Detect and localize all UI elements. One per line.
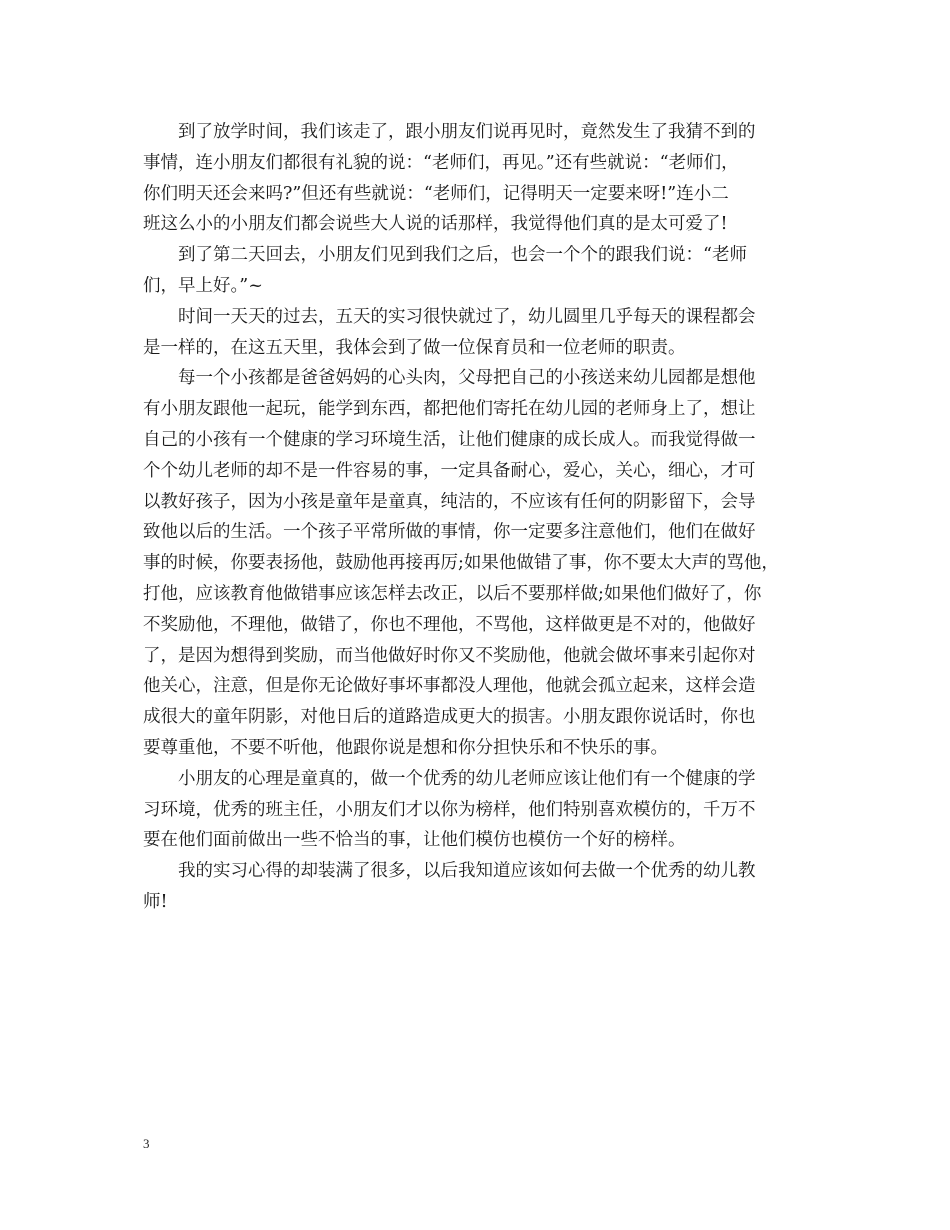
text-line: 个个幼儿老师的却不是一件容易的事，一定具备耐心，爱心，关心，细心，才可	[143, 460, 756, 481]
text-line: 他关心，注意，但是你无论做好事坏事都没人理他，他就会孤立起来，这样会造	[143, 676, 756, 697]
page-number: 3	[143, 1136, 150, 1151]
text-line: 是一样的，在这五天里，我体会到了做一位保育员和一位老师的职责。	[143, 337, 686, 358]
paragraph	[143, 764, 815, 856]
text-line: 到了放学时间，我们该走了，跟小朋友们说再见时，竟然发生了我猜不到的	[178, 122, 756, 142]
text-line: 致他以后的生活。一个孩子平常所做的事情，你一定要多注意他们，他们在做好	[143, 522, 756, 543]
text-line: 师!	[143, 891, 168, 912]
text-line: 要在他们面前做出一些不恰当的事，让他们模仿也模仿一个好的榜样。	[143, 830, 686, 851]
document-body	[143, 117, 815, 918]
text-line: 们，早上好。”~	[143, 275, 263, 296]
text-line: 成很大的童年阴影，对他日后的道路造成更大的损害。小朋友跟你说话时，你也	[143, 707, 756, 728]
text-line: 以教好孩子，因为小孩是童年是童真，纯洁的，不应该有任何的阴影留下，会导	[143, 491, 756, 512]
text-line: 事情，连小朋友们都很有礼貌的说：“老师们，再见。”还有些就说：“老师们，	[143, 152, 739, 173]
text-line: 了，是因为想得到奖励，而当他做好时你又不奖励他，他就会做坏事来引起你对	[143, 645, 756, 666]
paragraph	[143, 302, 815, 364]
text-line: 要尊重他，不要不听他，他跟你说是想和你分担快乐和不快乐的事。	[143, 737, 668, 758]
text-line: 班这么小的小朋友们都会说些大人说的话那样，我觉得他们真的是太可爱了!	[143, 214, 728, 235]
text-line: 每一个小孩都是爸爸妈妈的心头肉，父母把自己的小孩送来幼儿园都是想他	[178, 368, 756, 389]
text-line: 时间一天天的过去，五天的实习很快就过了，幼儿圆里几乎每天的课程都会	[178, 306, 756, 327]
text-line: 我的实习心得的却装满了很多，以后我知道应该如何去做一个优秀的幼儿教	[178, 861, 756, 882]
text-line: 不奖励他，不理他，做错了，你也不理他，不骂他，这样做更是不对的，他做好	[143, 614, 756, 635]
text-line: 小朋友的心理是童真的，做一个优秀的幼儿老师应该让他们有一个健康的学	[178, 768, 756, 789]
paragraph	[143, 240, 815, 302]
text-line: 自己的小孩有一个健康的学习环境生活，让他们健康的成长成人。而我觉得做一	[143, 429, 756, 450]
paragraph	[143, 856, 815, 918]
paragraph	[143, 363, 815, 763]
text-line: 你们明天还会来吗?”但还有些就说：“老师们，记得明天一定要来呀!”连小二	[143, 183, 729, 204]
text-line: 习环境，优秀的班主任，小朋友们才以你为榜样，他们特别喜欢模仿的，千万不	[143, 799, 756, 820]
paragraph	[143, 117, 815, 240]
text-line: 有小朋友跟他一起玩，能学到东西，都把他们寄托在幼儿园的老师身上了，想让	[143, 399, 756, 420]
text-line: 到了第二天回去，小朋友们见到我们之后，也会一个个的跟我们说：“老师	[178, 245, 747, 266]
text-line: 打他，应该教育他做错事应该怎样去改正，以后不要那样做;如果他们做好了，你	[143, 583, 762, 604]
text-line: 事的时候，你要表扬他，鼓励他再接再厉;如果他做错了事，你不要太大声的骂他，	[143, 553, 779, 574]
